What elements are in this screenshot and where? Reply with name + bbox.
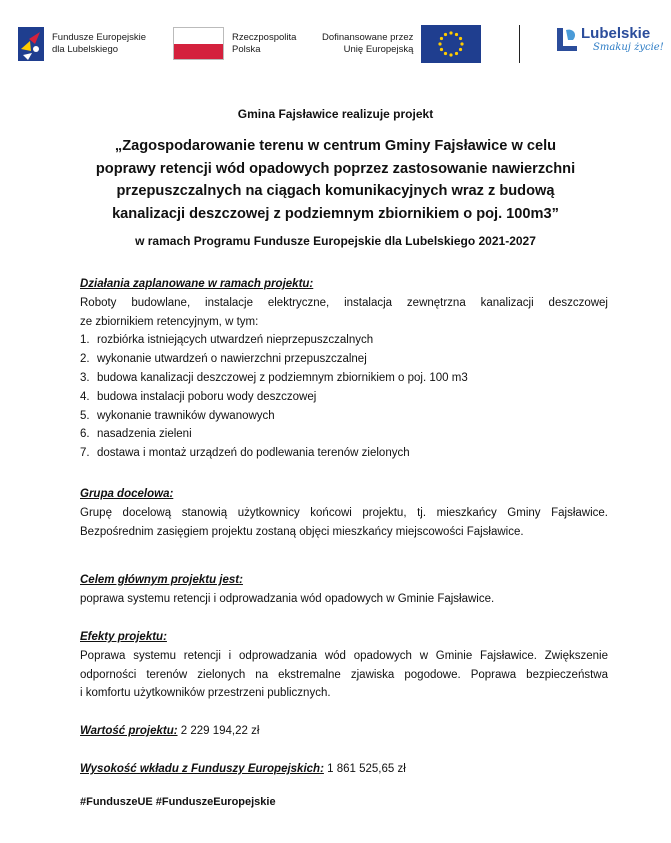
- project-title: [70, 135, 601, 225]
- main-goal-section: [80, 571, 608, 609]
- eu-star-icon: [459, 48, 462, 51]
- target-group-line2: Bezpośrednim zasięgiem projektu zostaną objęci mieszkańcy miejscowości Fajsławice.: [80, 525, 524, 538]
- eu-funding-label: Wysokość wkładu z Funduszy Europejskich:: [80, 763, 324, 775]
- actions-intro-line1: Roboty budowlane, instalacje elektryczne, instalacja zewnętrzna kanalizacji deszczowej: [80, 296, 608, 309]
- eu-funding-row: [80, 760, 608, 779]
- program-heading: w ramach Programu Fundusze Europejskie dla Lubelskiego 2021-2027: [135, 234, 536, 248]
- fe-mark-icon: [18, 27, 44, 61]
- eu-star-icon: [444, 52, 447, 55]
- project-value-row: [80, 722, 608, 741]
- eu-star-icon: [440, 48, 443, 51]
- effects-line1: Poprawa systemu retencji i odprowadzania wód opadowych w Gminie Fajsławice. Zwiększenie: [80, 649, 608, 662]
- logo-bar: [0, 0, 671, 80]
- eu-star-icon: [450, 53, 453, 56]
- actions-list: [80, 331, 608, 463]
- project-title-line: „Zagospodarowanie terenu w centrum Gminy Fajsławice w celu: [114, 138, 557, 154]
- eu-star-icon: [455, 33, 458, 36]
- effects-line2: odporności terenów zielonych na ekstremalne zjawiska pogodowe. Poprawa bezpieczeństwa: [80, 668, 608, 681]
- fe-logo-line2: dla Lubelskiego: [52, 44, 119, 55]
- eu-funding-amount: 1 861 525,65 zł: [327, 763, 406, 775]
- eu-star-icon: [461, 42, 464, 45]
- rzeczpospolita-polska-logo: [173, 27, 296, 60]
- pl-logo-line1: Rzeczpospolita: [232, 31, 297, 43]
- eu-star-icon: [450, 31, 453, 34]
- list-item: 6. nasadzenia zieleni: [80, 428, 192, 441]
- polish-flag-icon: [173, 27, 224, 60]
- effects-heading: Efekty projektu:: [80, 631, 167, 643]
- actions-heading: Działania zaplanowane w ramach projektu:: [80, 278, 314, 290]
- eu-star-icon: [459, 37, 462, 40]
- project-value-amount: 2 229 194,22 zł: [180, 725, 260, 737]
- pl-logo-line2: Polska: [232, 43, 261, 55]
- project-title-line: przepuszczalnych na ciągach komunikacyjnych wraz z budową: [116, 183, 555, 199]
- list-item: 2. wykonanie utwardzeń o nawierzchni przepuszczalnej: [80, 353, 367, 366]
- target-group-heading: Grupa docelowa:: [80, 488, 174, 500]
- main-goal-heading: Celem głównym projektu jest:: [80, 574, 243, 586]
- lubelskie-logo: [553, 24, 664, 54]
- project-value-label: Wartość projektu:: [80, 725, 178, 737]
- lubelskie-wordmark: Lubelskie: [581, 24, 651, 42]
- list-item: 1. rozbiórka istniejących utwardzeń nieprzepuszczalnych: [80, 334, 374, 347]
- logo-divider: [519, 25, 520, 63]
- target-group-line1: Grupę docelową stanowią użytkownicy końcowi projektu, tj. mieszkańcy Gminy Fajsławice.: [80, 506, 608, 519]
- project-title-line: kanalizacji deszczowej z podziemnym zbiornikiem o poj. 100m3”: [112, 205, 559, 222]
- list-item: 4. budowa instalacji poboru wody deszczowej: [80, 390, 317, 403]
- list-item: 3. budowa kanalizacji deszczowej z podziemnym zbiornikiem o poj. 100 m3: [80, 371, 468, 384]
- fe-logo-line1: Fundusze Europejskie: [52, 32, 146, 43]
- eu-star-icon: [440, 37, 443, 40]
- eu-star-icon: [439, 42, 442, 45]
- effects-line3: i komfortu użytkowników przestrzeni publicznych.: [80, 687, 331, 700]
- project-title-line: poprawy retencji wód opadowych poprzez zastosowanie nawierzchni: [95, 160, 576, 177]
- intro-heading: Gmina Fajsławice realizuje projekt: [237, 107, 434, 121]
- eu-logo-line2: Unię Europejską: [343, 44, 414, 55]
- eu-cofunded-logo: [322, 25, 481, 63]
- actions-intro-line2: ze zbiornikiem retencyjnym, w tym:: [80, 315, 259, 328]
- eu-logo-line1: Dofinansowane przez: [322, 32, 414, 43]
- eu-flag-icon: [421, 25, 481, 63]
- list-item: 7. dostawa i montaż urządzeń do podlewania terenów zielonych: [80, 447, 410, 460]
- lubelskie-mark-icon: [553, 24, 581, 54]
- actions-section: [80, 275, 608, 463]
- fundusze-europejskie-logo: [18, 27, 146, 61]
- list-item: 5. wykonanie trawników dywanowych: [80, 409, 275, 422]
- effects-section: [80, 628, 608, 703]
- eu-star-icon: [444, 33, 447, 36]
- main-goal-line1: poprawa systemu retencji i odprowadzania wód opadowych w Gminie Fajsławice.: [80, 592, 495, 605]
- target-group-section: [80, 485, 608, 541]
- lubelskie-tagline: Smakuj życie!: [593, 41, 664, 53]
- hashtags: #FunduszeUE #FunduszeEuropejskie: [80, 796, 276, 808]
- eu-star-icon: [455, 52, 458, 55]
